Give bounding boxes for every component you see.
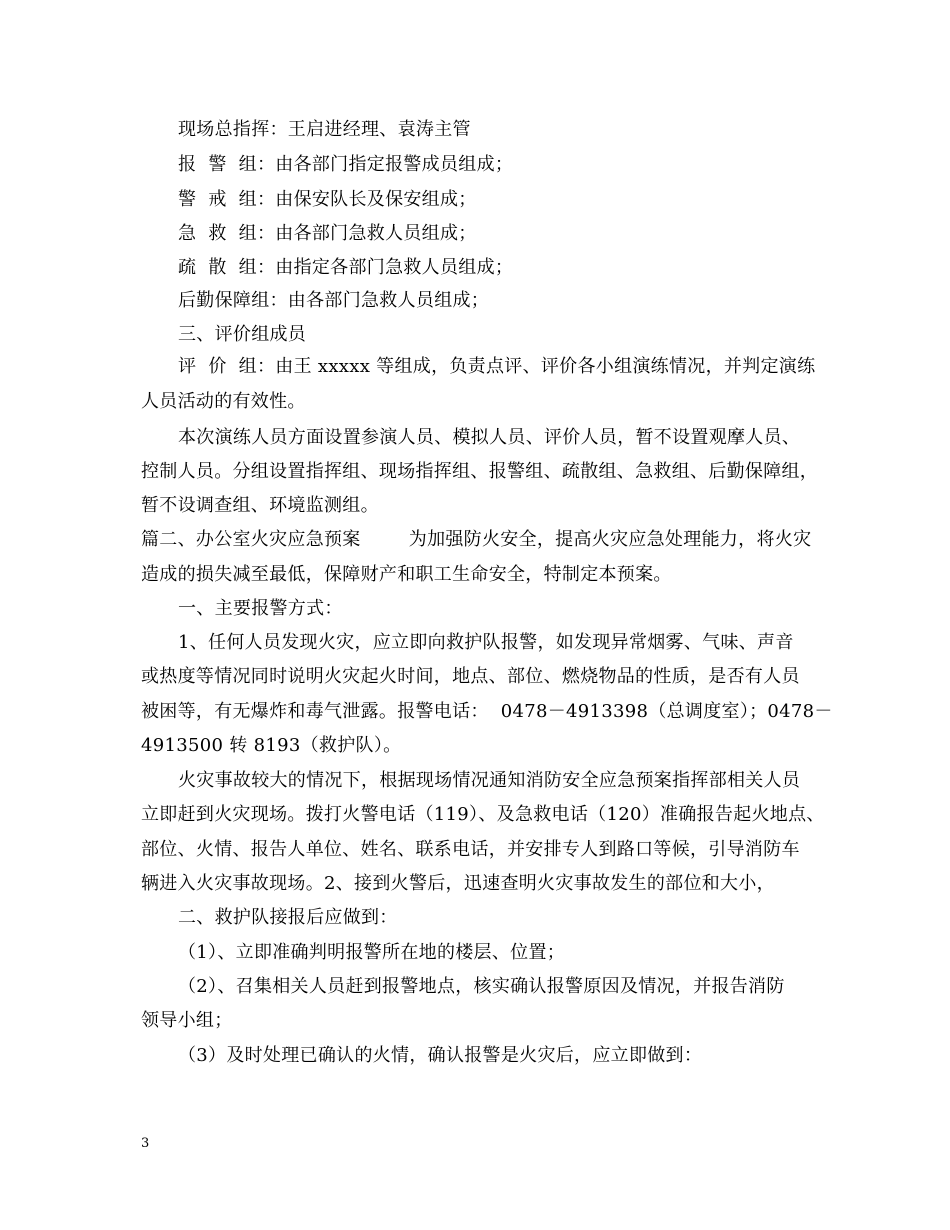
text-line: 暂不设调查组、环境监测组。 [141,495,379,516]
text-line: 现场总指挥：王启进经理、袁涛主管 [178,119,471,140]
text-line: 1、任何人员发现火灾，应立即向救护队报警，如发现异常烟雾、气味、声音 [178,632,794,653]
text-line: 后勤保障组：由各部门急救人员组成； [178,290,490,311]
text-line: 或热度等情况同时说明火灾起火时间，地点、部位、燃烧物品的性质，是否有人员 [141,666,800,687]
text-line: （3）及时处理已确认的火情，确认报警是火灾后，应立即做到： [178,1045,703,1066]
text-line: 领导小组； [141,1010,233,1031]
text-line: 4913500 转 8193（救护队）。 [141,735,402,756]
text-line: 造成的损失减至最低，保障财产和职工生命安全，特制定本预案。 [141,564,672,585]
text-line: （1）、立即准确判明报警所在地的楼层、位置； [178,942,566,963]
section-heading: 二、救护队接报后应做到： [178,907,398,928]
page-number: 3 [141,1136,150,1151]
text-line: 报 警 组：由各部门指定报警成员组成； [178,154,514,175]
text-line: （2）、召集相关人员赶到报警地点，核实确认报警原因及情况，并报告消防 [178,976,785,997]
text-line: 火灾事故较大的情况下，根据现场情况通知消防安全应急预案指挥部相关人员 [178,770,801,791]
section-heading: 一、主要报警方式： [178,598,343,619]
text-line: 控制人员。分组设置指挥组、现场指挥组、报警组、疏散组、急救组、后勤保障组， [141,461,819,482]
text-line: 辆进入火灾事故现场。2、接到火警后，迅速查明火灾事故发生的部位和大小， [141,873,775,894]
text-line: 部位、火情、报告人单位、姓名、联系电话，并安排专人到路口等候，引导消防车 [141,839,800,860]
text-line: 立即赶到火灾现场。拨打火警电话（119）、及急救电话（120）准确报告起火地点、 [141,804,825,825]
text-line: 人员活动的有效性。 [141,391,306,412]
text-line: 疏 散 组：由指定各部门急救人员组成； [178,257,514,278]
text-line: 被困等，有无爆炸和毒气泄露。报警电话： 0478－4913398（总调度室）；0478－ [141,701,833,722]
text-line: 评 价 组：由王 xxxxx 等组成，负责点评、评价各小组演练情况，并判定演练 [178,356,816,377]
section-heading: 篇二、办公室火灾应急预案 为加强防火安全，提高火灾应急处理能力，将火灾 [141,529,812,550]
text-line: 本次演练人员方面设置参演人员、模拟人员、评价人员，暂不设置观摩人员、 [178,427,801,448]
text-line: 警 戒 组：由保安队长及保安组成； [178,189,477,210]
section-heading: 三、评价组成员 [178,324,307,345]
text-line: 急 救 组：由各部门急救人员组成； [178,223,477,244]
